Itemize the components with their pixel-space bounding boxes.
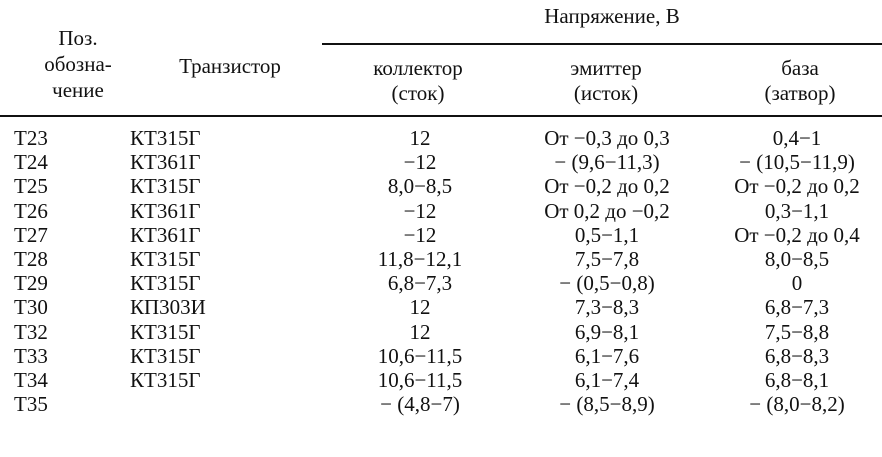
cell-transistor-type: КТ315Г bbox=[130, 126, 201, 150]
cell-position: Т28 bbox=[14, 247, 48, 271]
cell-emitter-voltage: От 0,2 до −0,2 bbox=[544, 198, 670, 223]
cell-emitter-voltage: 6,1−7,6 bbox=[574, 343, 640, 368]
cell-transistor-type: КТ315Г bbox=[130, 319, 201, 344]
cell-collector-voltage: 8,0−8,5 bbox=[387, 174, 453, 199]
cell-transistor-type: КТ315Г bbox=[130, 343, 201, 368]
cell-base-voltage: 0,3−1,1 bbox=[764, 198, 830, 223]
table-row bbox=[0, 249, 882, 273]
cell-base-voltage: 6,8−8,1 bbox=[764, 368, 830, 392]
cell-position: Т29 bbox=[14, 271, 48, 296]
cell-base-voltage: − (8,0−8,2) bbox=[749, 392, 845, 417]
pos-header-line1: Поз. bbox=[58, 26, 98, 50]
cell-transistor-type: КТ315Г bbox=[130, 271, 201, 296]
cell-transistor-type: КП303И bbox=[130, 295, 206, 320]
cell-emitter-voltage: − (0,5−0,8) bbox=[559, 271, 655, 296]
cell-transistor-type: КТ361Г bbox=[130, 150, 201, 175]
cell-collector-voltage: 10,6−11,5 bbox=[377, 343, 463, 368]
cell-transistor-type: КТ361Г bbox=[130, 198, 201, 223]
cell-collector-voltage: −12 bbox=[403, 222, 437, 247]
cell-collector-voltage: −12 bbox=[403, 150, 437, 175]
cell-position: Т26 bbox=[14, 198, 48, 223]
cell-base-voltage: От −0,2 до 0,2 bbox=[734, 174, 860, 199]
table-row bbox=[0, 128, 882, 152]
cell-position: Т35 bbox=[14, 392, 48, 417]
header-bottom-rule bbox=[0, 115, 882, 117]
table-row bbox=[0, 273, 882, 297]
cell-position: Т30 bbox=[14, 295, 48, 320]
table-row bbox=[0, 176, 882, 200]
emitter-header-line2: (исток) bbox=[573, 81, 639, 105]
cell-collector-voltage: 12 bbox=[409, 126, 431, 150]
cell-emitter-voltage: 7,3−8,3 bbox=[574, 295, 640, 320]
cell-collector-voltage: 6,8−7,3 bbox=[387, 271, 453, 296]
cell-collector-voltage: 12 bbox=[409, 319, 431, 344]
cell-emitter-voltage: 0,5−1,1 bbox=[574, 222, 640, 247]
cell-base-voltage: 6,8−8,3 bbox=[764, 343, 830, 368]
table-row bbox=[0, 370, 882, 394]
voltage-header-rule bbox=[322, 43, 882, 45]
cell-base-voltage: 8,0−8,5 bbox=[764, 247, 830, 271]
table-row bbox=[0, 222, 882, 249]
table-row bbox=[0, 394, 882, 418]
cell-collector-voltage: 12 bbox=[409, 295, 431, 320]
cell-transistor-type: КТ361Г bbox=[130, 222, 201, 247]
cell-position: Т25 bbox=[14, 174, 48, 199]
voltage-group-header: Напряжение, В bbox=[544, 4, 680, 28]
cell-transistor-type: КТ315Г bbox=[130, 174, 201, 199]
cell-emitter-voltage: 6,1−7,4 bbox=[574, 368, 640, 392]
pos-header-line2: обозна- bbox=[44, 52, 112, 76]
base-header-line1: база bbox=[781, 56, 819, 80]
pos-header-line3: чение bbox=[52, 78, 104, 102]
transistor-header: Транзистор bbox=[179, 54, 281, 78]
table-row bbox=[0, 297, 882, 321]
cell-emitter-voltage: − (8,5−8,9) bbox=[559, 392, 655, 417]
cell-collector-voltage: − (4,8−7) bbox=[380, 392, 460, 417]
cell-transistor-type: КТ315Г bbox=[130, 368, 201, 392]
cell-base-voltage: 0 bbox=[791, 271, 803, 296]
cell-emitter-voltage: 6,9−8,1 bbox=[574, 319, 640, 344]
cell-emitter-voltage: От −0,3 до 0,3 bbox=[544, 126, 670, 150]
cell-base-voltage: 7,5−8,8 bbox=[764, 319, 830, 344]
emitter-header-line1: эмиттер bbox=[570, 56, 642, 80]
cell-position: Т32 bbox=[14, 319, 48, 344]
cell-collector-voltage: 10,6−11,5 bbox=[377, 368, 463, 392]
cell-base-voltage: 6,8−7,3 bbox=[764, 295, 830, 320]
table-row bbox=[0, 198, 882, 225]
table-row bbox=[0, 152, 882, 176]
cell-position: Т23 bbox=[14, 126, 48, 150]
table-row bbox=[0, 343, 882, 370]
collector-header-line2: (сток) bbox=[391, 81, 445, 105]
cell-transistor-type: КТ315Г bbox=[130, 247, 201, 271]
table-row bbox=[0, 319, 882, 346]
cell-emitter-voltage: 7,5−7,8 bbox=[574, 247, 640, 271]
base-header-line2: (затвор) bbox=[764, 81, 836, 105]
cell-position: Т24 bbox=[14, 150, 48, 175]
cell-emitter-voltage: От −0,2 до 0,2 bbox=[544, 174, 670, 199]
collector-header-line1: коллектор bbox=[373, 56, 463, 80]
cell-base-voltage: 0,4−1 bbox=[772, 126, 822, 150]
cell-position: Т33 bbox=[14, 343, 48, 368]
cell-base-voltage: − (10,5−11,9) bbox=[739, 150, 855, 175]
cell-position: Т27 bbox=[14, 222, 48, 247]
cell-base-voltage: От −0,2 до 0,4 bbox=[734, 222, 860, 247]
cell-position: Т34 bbox=[14, 368, 48, 392]
cell-emitter-voltage: − (9,6−11,3) bbox=[554, 150, 660, 175]
cell-collector-voltage: −12 bbox=[403, 198, 437, 223]
cell-collector-voltage: 11,8−12,1 bbox=[377, 247, 463, 271]
